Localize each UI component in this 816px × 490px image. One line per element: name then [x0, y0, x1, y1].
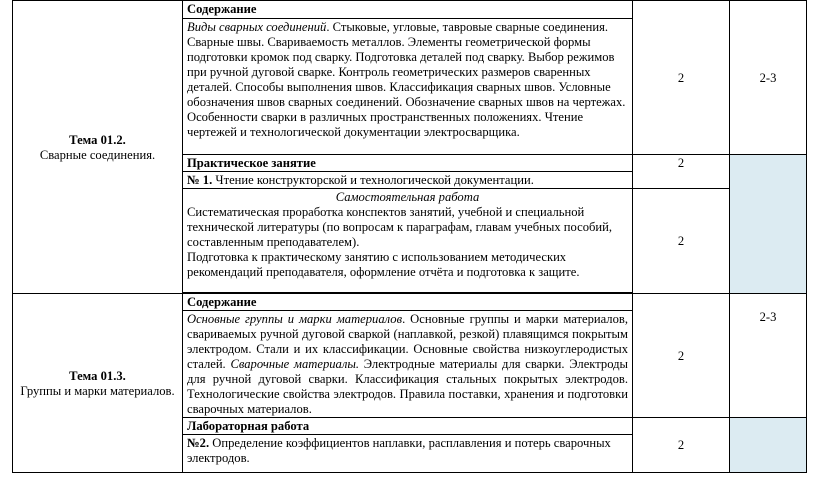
- content-text: . Стыковые, угловые, тавровые сварные соединения. Сварные швы. Свариваемость металлов. Элементы геометрической формы подготовки кромок под сварку. Подготовка деталей под сварку. Выбор режимов при ручной дуговой сварке. Контроль геометрических размеров сваренных деталей. Способы выполнения швов. Классификация сварных швов. Условные обозначения швов сварных соединений. Обозначение сварных швов на чертежах. Особенности сварки в различных пространственных положениях. Чтение чертежей и технологической документации электросварщика.: [187, 20, 626, 139]
- content-header: Содержание: [183, 294, 633, 311]
- curriculum-table: [12, 0, 807, 473]
- practice-text-cell: [183, 172, 633, 189]
- topic-title: Тема 01.3.: [69, 368, 126, 383]
- spacer-cell: [183, 466, 633, 473]
- content-text: Электродные материалы для сварки. Электроды для ручной дуговой сварки. Классификация стальных покрытых электродов. Технологические свойства электродов. Правила поставки, хранения и подготовки сварочных материалов.: [187, 357, 629, 416]
- self-work-cell: [183, 189, 633, 293]
- lab-number: №2.: [187, 436, 210, 450]
- table-row: [13, 294, 807, 311]
- self-work-header: Самостоятельная работа: [335, 190, 480, 204]
- shaded-cell: [730, 155, 807, 294]
- content-header: Содержание: [183, 1, 633, 19]
- lab-text-cell: [183, 435, 633, 467]
- self-work-text-2: Подготовка к практическому занятию с использованием методических рекомендаций преподавателя, оформление отчёта и подготовка к защите.: [187, 250, 580, 279]
- content-text: . Основные группы и марки материалов, свариваемых ручной дуговой сваркой (наплавкой, резкой) плавящимся покрытым электродом. Стали и их классификации. Основные свойства низкоуглеродистых сталей.: [187, 312, 628, 371]
- hours-cell: 2: [633, 1, 730, 155]
- practice-number: № 1.: [187, 173, 213, 187]
- lab-hours: 2: [633, 418, 730, 473]
- table-row: [13, 1, 807, 19]
- topic-cell-1-3: [13, 294, 183, 473]
- hours-cell: 2: [633, 294, 730, 418]
- practice-hours: 2: [633, 155, 730, 189]
- content-text-cell: [183, 311, 633, 418]
- lab-header: Лабораторная работа: [183, 418, 633, 435]
- content-text-cell: [183, 19, 633, 155]
- self-work-text-1: Систематическая проработка конспектов занятий, учебной и специальной технической литературы (по вопросам к параграфам, главам учебных пособий, составленным преподавателем).: [187, 205, 613, 249]
- practice-header: Практическое занятие: [183, 155, 633, 172]
- level-cell: 2-3: [730, 294, 807, 418]
- content-text-italic: Сварочные материалы.: [230, 357, 360, 371]
- level-cell: 2-3: [730, 1, 807, 155]
- lab-text: Определение коэффициентов наплавки, расплавления и потерь сварочных электродов.: [187, 436, 611, 465]
- topic-title: Тема 01.2.: [69, 132, 126, 147]
- topic-cell-1-2: [13, 1, 183, 294]
- shaded-cell: [730, 418, 807, 473]
- topic-subtitle: Группы и марки материалов.: [20, 383, 175, 398]
- content-text-italic: Виды сварных соединений: [187, 20, 327, 34]
- practice-text: Чтение конструкторской и технологической документации.: [212, 173, 534, 187]
- self-work-hours: 2: [633, 189, 730, 294]
- content-text-italic: Основные группы и марки материалов: [187, 312, 403, 326]
- topic-subtitle: Сварные соединения.: [39, 147, 156, 162]
